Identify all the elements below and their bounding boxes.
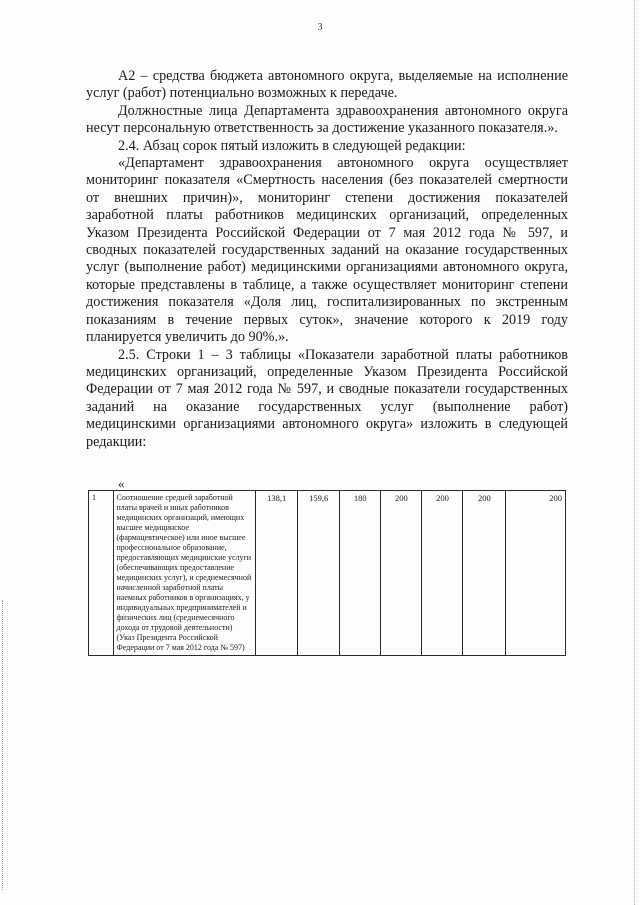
value-cell: 180 [340, 491, 381, 656]
value-cell: 200 [381, 491, 422, 656]
paragraph-monitoring: «Департамент здравоохранения автономного округа осуществляет мониторинг показателя «Смертность населения (без показателей смертности от внешних причин)», мониторинг степени достижения показателей заработной платы работников медицинских организаций, определенных Указом Президента Российской Федерации от 7 мая 2012 года № 597, и сводных показателей государственных заданий на оказание государственных услуг (выполнение работ) медицинскими организациями автономного округа, которые представлены в таблице, а также осуществляет мониторинг степени достижения показателя «Доля лиц, госпитализированных по экстренным показаниям в течение первых суток», значение которого к 2019 году планируется увеличить до 90%.». [86, 155, 568, 346]
paragraph-2-4: 2.4. Абзац сорок пятый изложить в следующей редакции: [118, 137, 466, 154]
salary-indicators-table [88, 490, 566, 656]
paragraph-2-5: 2.5. Строки 1 – 3 таблицы «Показатели заработной платы работников медицинских организаций, определенные Указом Президента Российской Федерации от 7 мая 2012 года № 597, и сводные показатели государственных заданий на оказание государственных услуг (выполнение работ) медицинскими организациями автономного округа» изложить в следующей редакции: [86, 346, 568, 450]
value-cell: 138,1 [256, 491, 298, 656]
page-number: 3 [317, 22, 323, 33]
document-body [86, 68, 568, 451]
value-cell: 200 [422, 491, 463, 656]
value-cell: 200 [463, 491, 506, 656]
scan-edge-left [2, 600, 4, 890]
table-row [89, 491, 566, 656]
indicator-name-cell: Соотношение средней заработной платы врачей и иных работников медицинских организаций, имеющих высшее медицинское (фармацевтическое) или иное высшее профессиональное образование, предоставляющих медицинские услуги (обеспечивающих предоставление медицинских услуг), и среднемесячной начисленной заработной платы наемных работников в организациях, у индивидуальных предпринимателей и физических лиц (среднемесячного дохода от трудовой деятельности) (Указ Президента Российской Федерации от 7 мая 2012 года № 597) [113, 491, 256, 656]
value-cell: 159,6 [298, 491, 340, 656]
paragraph-responsibility: Должностные лица Департамента здравоохранения автономного округа несут персональную ответственность за достижение указанного показателя.». [86, 102, 568, 137]
row-number-cell: 1 [89, 491, 114, 656]
scan-edge-right [634, 0, 636, 905]
value-cell: 200 [506, 491, 566, 656]
paragraph-a2: A2 – средства бюджета автономного округа, выделяемые на исполнение услуг (работ) потенциально возможных к передаче. [86, 68, 568, 102]
open-quote-mark: « [118, 476, 125, 491]
